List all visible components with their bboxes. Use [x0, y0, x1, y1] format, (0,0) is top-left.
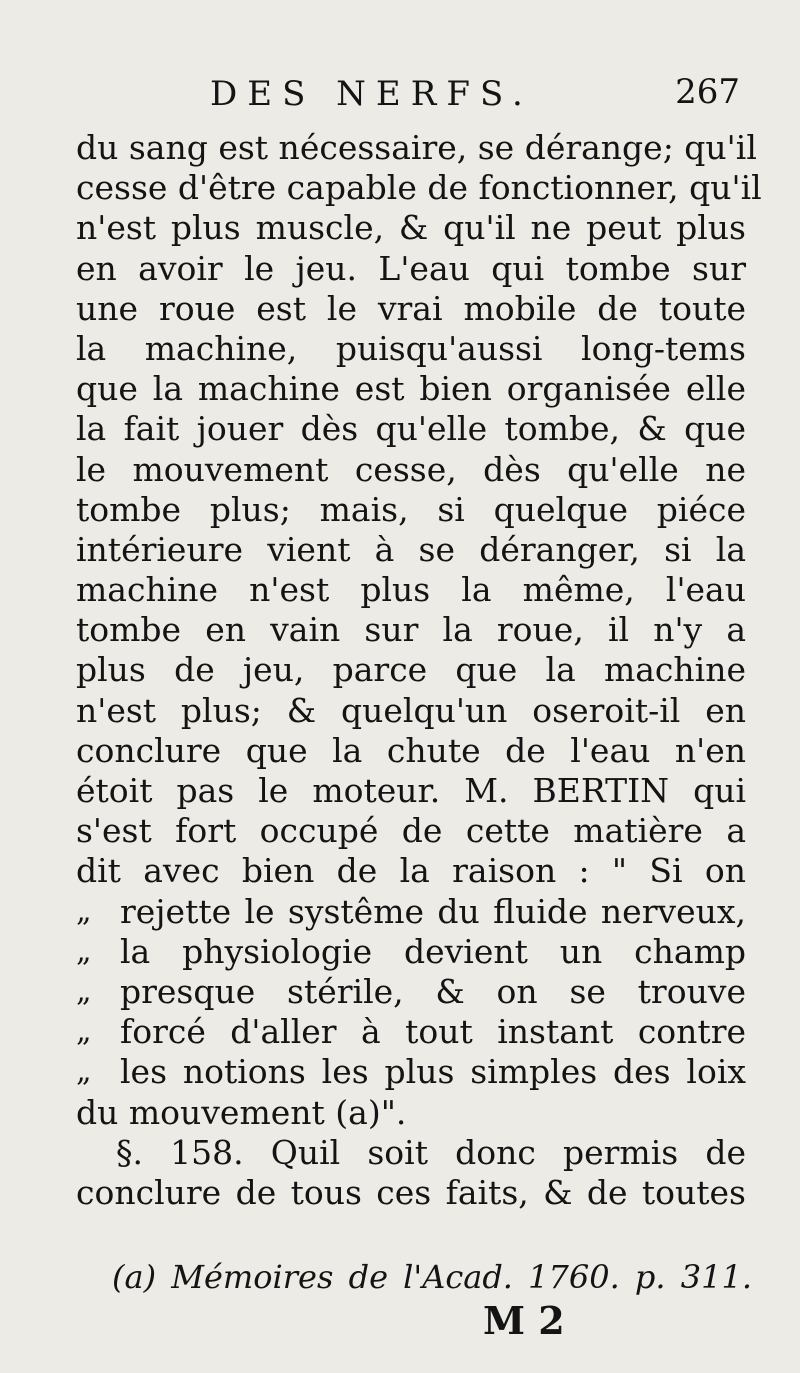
paragraph-line: conclure de tous ces faits, & de toutes	[76, 1172, 746, 1212]
text-line: que la machine est bien organisée elle	[76, 369, 746, 409]
quote-mark: „	[76, 933, 92, 969]
quote-line	[76, 932, 746, 972]
text-line: cesse d'être capable de fonctionner, qu'il	[76, 168, 762, 208]
text-line: le mouvement cesse, dès qu'elle ne	[76, 449, 746, 489]
quote-mark: „	[76, 1054, 92, 1090]
quote-line	[76, 892, 746, 932]
quote-line	[76, 1012, 746, 1052]
quote-text: forcé d'aller à tout instant contre	[120, 1012, 746, 1052]
text-line: s'est fort occupé de cette matière a	[76, 811, 746, 851]
text-line: étoit pas le moteur. M. BERTIN qui	[76, 771, 746, 810]
text-line: n'est plus muscle, & qu'il ne peut plus	[76, 208, 746, 248]
text-line: machine n'est plus la même, l'eau	[76, 570, 746, 610]
text-line: plus de jeu, parce que la machine	[76, 650, 746, 690]
text-line: intérieure vient à se déranger, si la	[76, 529, 746, 569]
page-number: 267	[675, 72, 740, 112]
quote-mark: „	[76, 893, 92, 929]
text-line: en avoir le jeu. L'eau qui tombe sur	[76, 248, 746, 288]
text-line: du sang est nécessaire, se dérange; qu'il	[76, 128, 757, 167]
text-line: une roue est le vrai mobile de toute	[76, 288, 746, 328]
quote-text: rejette le systême du fluide nerveux,	[120, 891, 746, 931]
quote-line	[76, 1052, 746, 1092]
text-line: conclure que la chute de l'eau n'en	[76, 730, 746, 770]
signature-mark: M 2	[483, 1298, 565, 1343]
page-header	[170, 72, 750, 120]
quote-end-line: du mouvement (a)".	[76, 1092, 407, 1132]
quote-mark: „	[76, 1014, 92, 1050]
body-text	[76, 128, 762, 1213]
quote-text: la physiologie devient un champ	[120, 931, 746, 971]
running-head: DES NERFS.	[210, 74, 533, 114]
quote-text: les notions les plus simples des loix	[120, 1052, 746, 1092]
paragraph-line: §. 158. Quil soit donc permis de	[116, 1132, 746, 1172]
quote-mark: „	[76, 973, 92, 1009]
text-line: dit avec bien de la raison : " Si on	[76, 851, 746, 891]
text-line: la machine, puisqu'aussi long-tems	[76, 328, 746, 368]
footnote: (a) Mémoires de l'Acad. 1760. p. 311.	[112, 1258, 752, 1296]
quote-line	[76, 972, 746, 1012]
text-line: tombe plus; mais, si quelque piéce	[76, 489, 746, 529]
text-line: n'est plus; & quelqu'un oseroit-il en	[76, 690, 746, 730]
quote-text: presque stérile, & on se trouve	[120, 971, 746, 1011]
text-line: la fait jouer dès qu'elle tombe, & que	[76, 409, 746, 449]
text-line: tombe en vain sur la roue, il n'y a	[76, 610, 746, 650]
